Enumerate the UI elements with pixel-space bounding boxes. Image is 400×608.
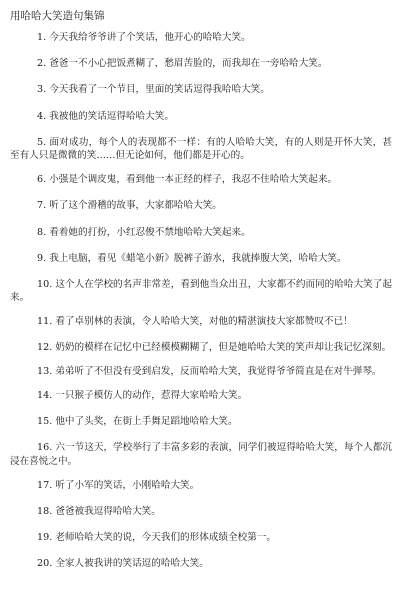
sentence-number: 11 . bbox=[37, 316, 55, 327]
sentence-item bbox=[10, 315, 392, 329]
sentence-item bbox=[10, 365, 392, 379]
sentence-item bbox=[10, 57, 392, 71]
sentence-text: 今天我看了一个节目，里面的笑话逗得我哈哈大笑。 bbox=[49, 84, 270, 96]
sentence-number: 3 . bbox=[37, 84, 49, 95]
sentence-number: 7 . bbox=[37, 200, 49, 211]
sentence-number: 9 . bbox=[37, 253, 49, 264]
sentence-text: 我上电脑，看见《蜡笔小新》脱裤子游水，我就捧腹大笑，哈哈大笑。 bbox=[49, 252, 347, 264]
sentence-item bbox=[10, 341, 392, 355]
sentence-list bbox=[10, 31, 392, 571]
sentence-item bbox=[10, 199, 392, 213]
sentence-number: 17 . bbox=[37, 480, 55, 491]
sentence-text: 今天我给爷爷讲了个笑话，他开心的哈哈大笑。 bbox=[49, 32, 251, 43]
sentence-text: 面对成功，每个人的表现都不一样：有的人哈哈大笑，有的人则是开怀大笑，甚至有人只是微微的笑……但无论如何，他们都是开心的。 bbox=[10, 136, 393, 162]
sentence-item bbox=[10, 136, 392, 163]
sentence-text: 六一节这天，学校举行了丰富多彩的表演，同学们被逗得哈哈大笑，每个人都沉浸在喜悦之中。 bbox=[10, 442, 392, 467]
sentence-item bbox=[10, 110, 392, 124]
sentence-number: 6 . bbox=[37, 174, 49, 185]
sentence-text: 看了卓别林的表演，令人哈哈大笑，对他的精湛演技大家都赞叹不已！ bbox=[55, 316, 353, 328]
sentence-number: 10 . bbox=[37, 279, 55, 290]
sentence-text: 一只猴子模仿人的动作，惹得大家哈哈大笑。 bbox=[55, 390, 248, 401]
sentence-text: 他中了头奖，在街上手舞足蹈地哈哈大笑。 bbox=[55, 416, 238, 428]
document-title: 用哈哈大笑造句集锦 bbox=[10, 10, 105, 22]
sentence-number: 20 . bbox=[37, 558, 55, 569]
sentence-text: 看着她的打扮，小红忍俊不禁地哈哈大笑起来。 bbox=[49, 226, 251, 238]
sentence-item bbox=[10, 531, 392, 545]
sentence-text: 听了这个滑稽的故事，大家都哈哈大笑。 bbox=[49, 200, 222, 212]
sentence-number: 18 . bbox=[37, 506, 55, 517]
sentence-number: 15 . bbox=[37, 416, 55, 427]
sentence-number: 12 . bbox=[37, 342, 55, 353]
sentence-number: 19 . bbox=[37, 532, 55, 543]
sentence-item bbox=[10, 479, 392, 493]
sentence-text: 老师哈哈大笑的说，今天我们的形体成绩全校第一。 bbox=[55, 532, 276, 544]
sentence-item bbox=[10, 226, 392, 240]
sentence-text: 弟弟听了不但没有受到启发，反而哈哈大笑，我觉得爷爷简直是在对牛弹琴。 bbox=[55, 366, 382, 378]
sentence-number: 8 . bbox=[37, 227, 49, 238]
sentence-item bbox=[10, 389, 392, 403]
sentence-number: 16 . bbox=[37, 442, 55, 453]
sentence-item bbox=[10, 278, 392, 305]
sentence-text: 爸爸被我逗得哈哈大笑。 bbox=[55, 505, 161, 517]
sentence-text: 爸爸一不小心把饭煮糊了，愁眉苦脸的，而我却在一旁哈哈大笑。 bbox=[49, 58, 328, 70]
sentence-item bbox=[10, 173, 392, 187]
sentence-text: 这个人在学校的名声非常差，看到他当众出丑，大家都不约而同的哈哈大笑了起来。 bbox=[10, 278, 392, 304]
sentence-item bbox=[10, 441, 392, 468]
sentence-item bbox=[10, 505, 392, 519]
sentence-number: 2 . bbox=[37, 58, 49, 69]
sentence-number: 14 . bbox=[37, 390, 55, 401]
sentence-text: 我被他的笑话逗得哈哈大笑。 bbox=[49, 110, 174, 122]
sentence-text: 听了小军的笑话，小刚哈哈大笑。 bbox=[55, 479, 200, 491]
sentence-item bbox=[10, 557, 392, 571]
sentence-number: 13 . bbox=[37, 366, 55, 377]
sentence-item bbox=[10, 252, 392, 266]
sentence-text: 奶奶的模样在记忆中已经模模糊糊了，但是她哈哈大笑的笑声却让我记忆深刻。 bbox=[55, 342, 392, 354]
sentence-number: 1 . bbox=[37, 32, 49, 43]
sentence-number: 4 . bbox=[37, 111, 49, 122]
sentence-number: 5 . bbox=[37, 137, 49, 148]
sentence-item bbox=[10, 31, 392, 45]
sentence-text: 小强是个调皮鬼，看到他一本正经的样子，我忍不住哈哈大笑起来。 bbox=[49, 174, 338, 186]
sentence-item bbox=[10, 83, 392, 97]
sentence-item bbox=[10, 415, 392, 429]
sentence-text: 全家人被我讲的笑话逗的哈哈大笑。 bbox=[55, 558, 209, 570]
